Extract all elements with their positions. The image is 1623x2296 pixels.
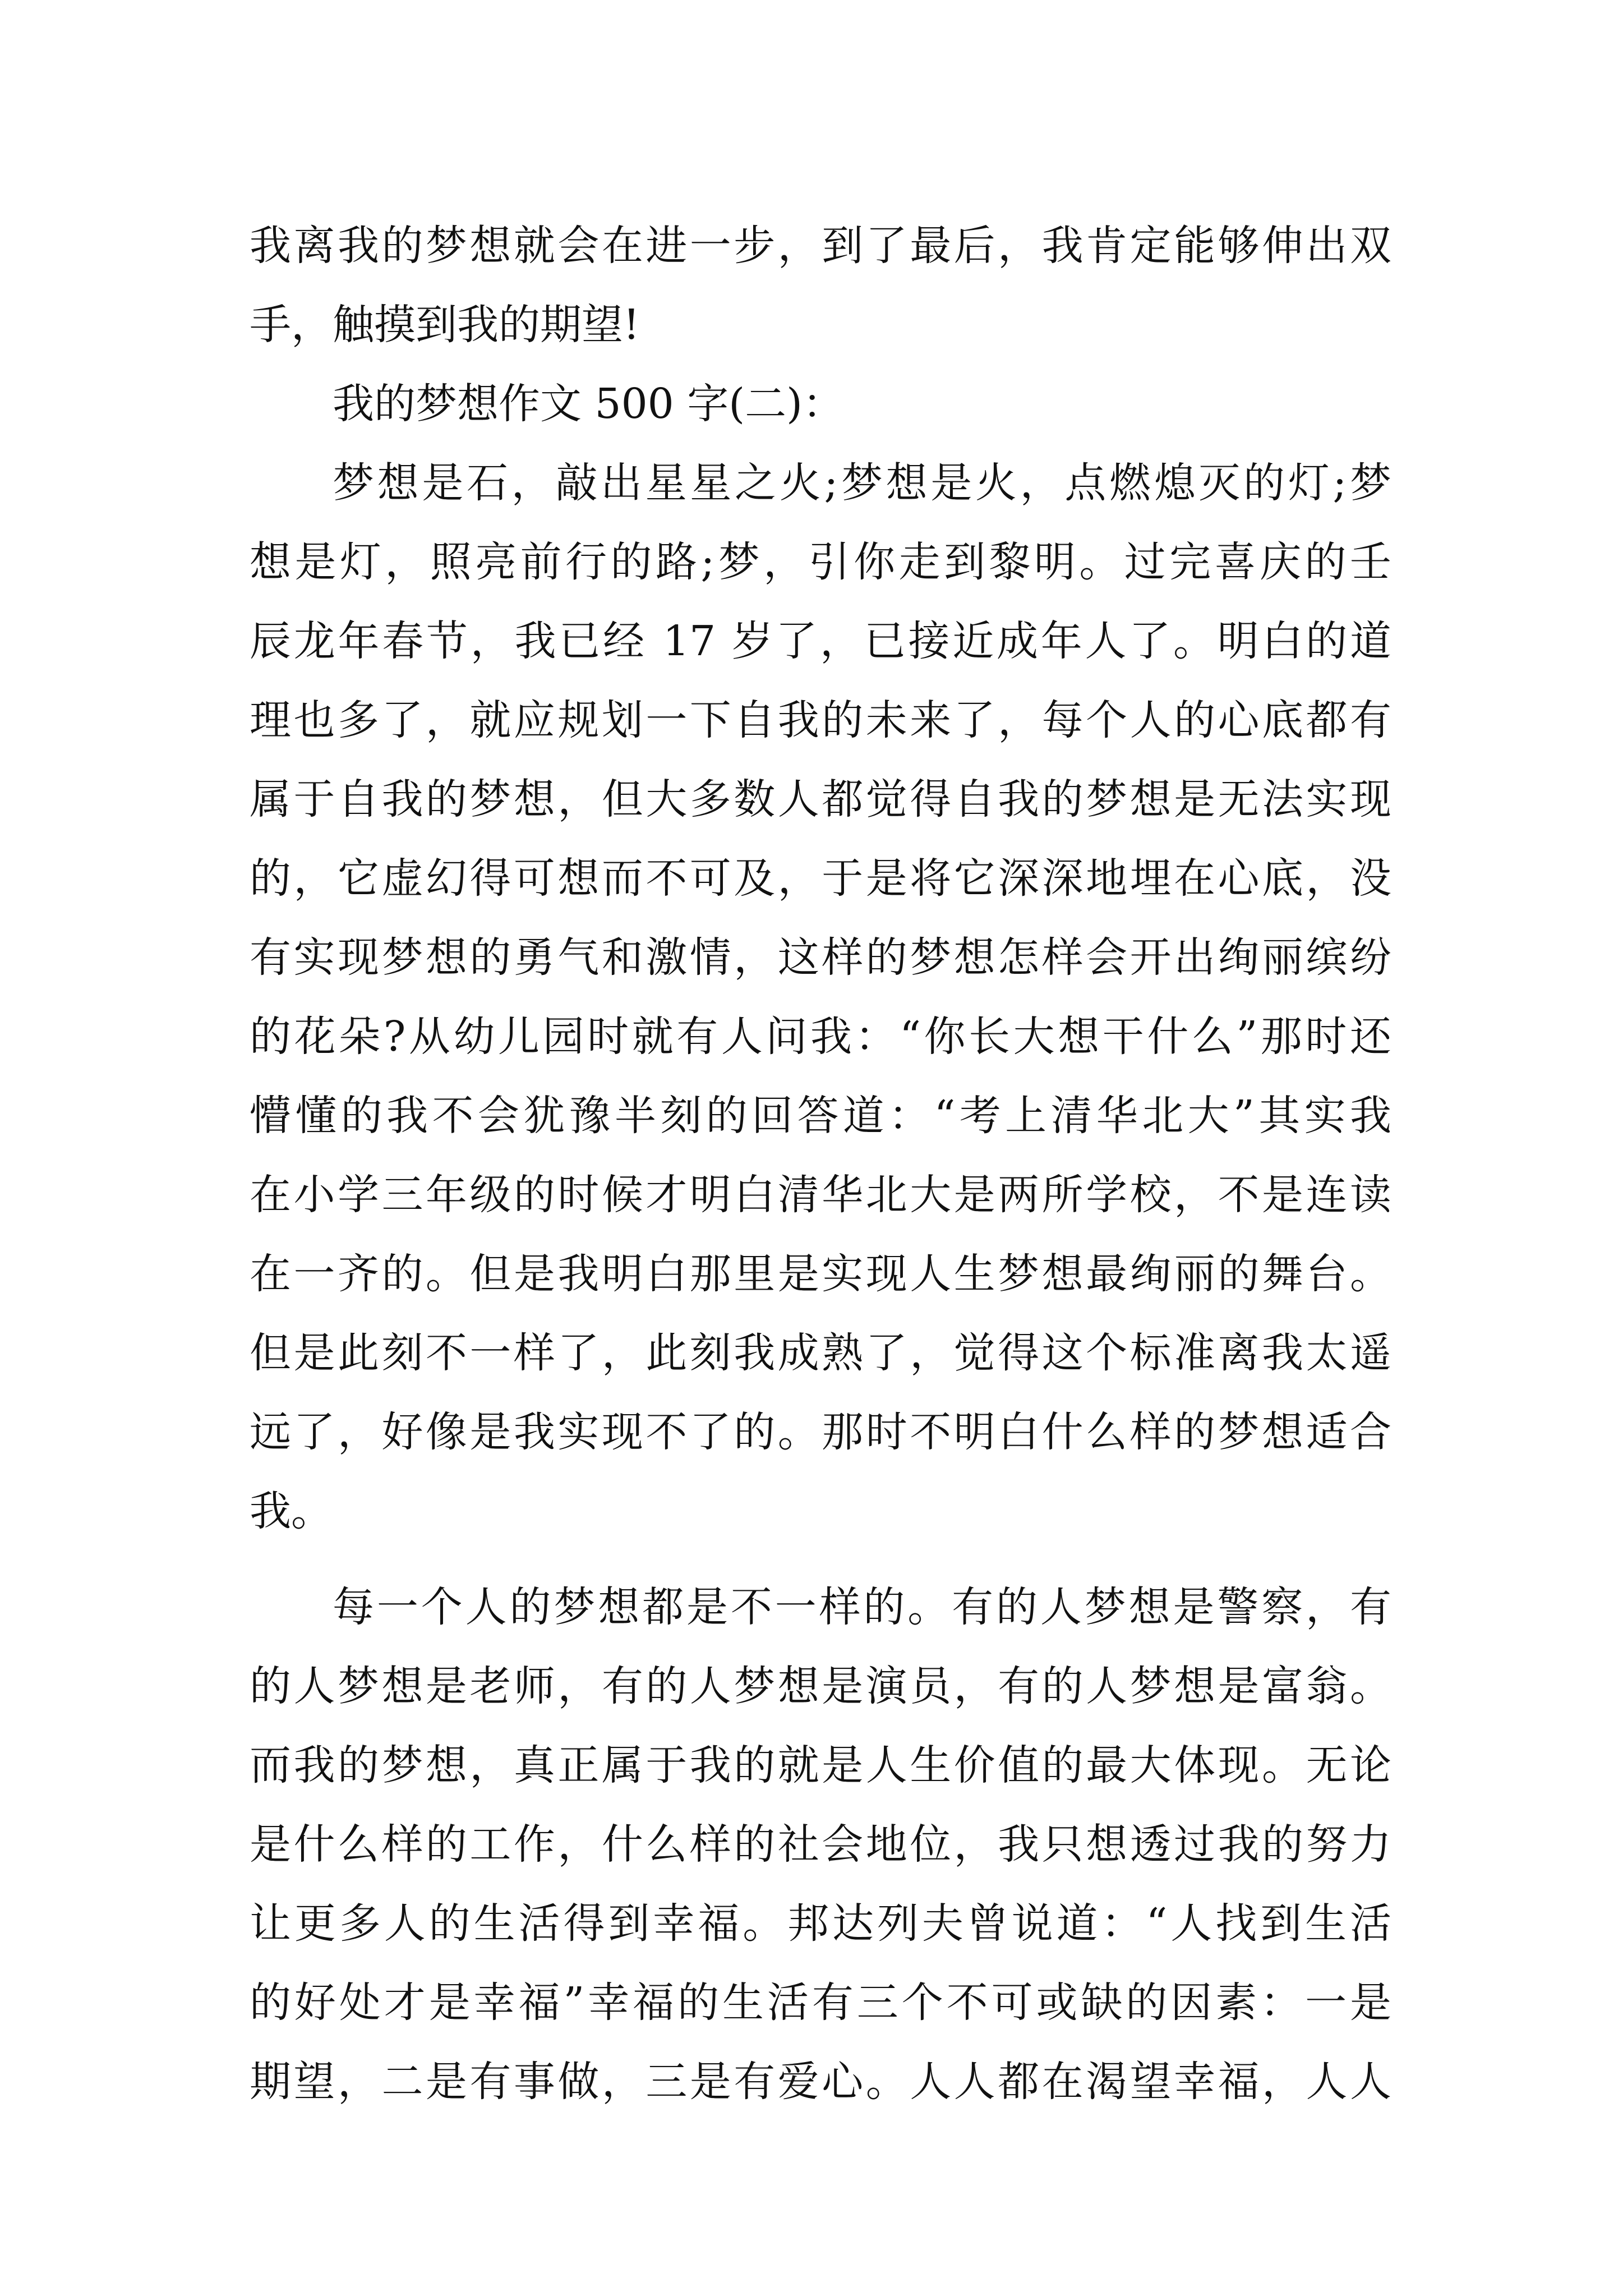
text-line: 让更多人的生活得到幸福。邦达列夫曾说道：“人找到生活 xyxy=(250,1899,1391,1948)
text-line: 手，触摸到我的期望! xyxy=(250,301,640,349)
text-line: 而我的梦想，真正属于我的就是人生价值的最大体现。无论 xyxy=(250,1741,1391,1789)
text-line: 每一个人的梦想都是不一样的。有的人梦想是警察，有 xyxy=(333,1583,1391,1631)
text-line: 远了，好像是我实现不了的。那时不明白什么样的梦想适合 xyxy=(250,1408,1391,1456)
text-line: 理也多了，就应规划一下自我的未来了，每个人的心底都有 xyxy=(250,696,1391,744)
paragraph-3 xyxy=(250,1568,1391,2122)
text-line: 的花朵?从幼儿园时就有人问我：“你长大想干什么”那时还 xyxy=(250,1013,1391,1061)
text-line: 但是此刻不一样了，此刻我成熟了，觉得这个标准离我太遥 xyxy=(250,1329,1391,1377)
text-line: 辰龙年春节，我已经 17 岁了，已接近成年人了。明白的道 xyxy=(250,617,1391,665)
paragraph-1 xyxy=(250,206,1391,365)
heading-line: 我的梦想作文 500 字(二)： xyxy=(333,380,845,428)
text-line: 我离我的梦想就会在进一步，到了最后，我肯定能够伸出双 xyxy=(250,222,1391,270)
text-line: 懵懂的我不会犹豫半刻的回答道：“考上清华北大”其实我 xyxy=(250,1092,1391,1140)
text-line: 的人梦想是老师，有的人梦想是演员，有的人梦想是富翁。 xyxy=(250,1662,1391,1710)
text-line: 期望，二是有事做，三是有爱心。人人都在渴望幸福，人人 xyxy=(250,2058,1391,2106)
paragraph-2 xyxy=(250,444,1391,1551)
text-line: 想是灯，照亮前行的路;梦，引你走到黎明。过完喜庆的壬 xyxy=(250,538,1391,586)
text-line: 有实现梦想的勇气和激情，这样的梦想怎样会开出绚丽缤纷 xyxy=(250,933,1391,982)
text-line: 是什么样的工作，什么样的社会地位，我只想透过我的努力 xyxy=(250,1820,1391,1869)
text-line: 我。 xyxy=(250,1487,333,1535)
text-line: 的，它虚幻得可想而不可及，于是将它深深地埋在心底，没 xyxy=(250,854,1391,903)
text-line: 属于自我的梦想，但大多数人都觉得自我的梦想是无法实现 xyxy=(250,775,1391,823)
paragraph-spacer xyxy=(250,1551,1391,1568)
text-line: 的好处才是幸福”幸福的生活有三个不可或缺的因素：一是 xyxy=(250,1978,1391,2027)
text-line: 在一齐的。但是我明白那里是实现人生梦想最绚丽的舞台。 xyxy=(250,1250,1391,1298)
document-body xyxy=(250,206,1391,2122)
text-line: 在小学三年级的时候才明白清华北大是两所学校，不是连读 xyxy=(250,1171,1391,1219)
section-heading xyxy=(250,365,1391,444)
text-line: 梦想是石，敲出星星之火;梦想是火，点燃熄灭的灯;梦 xyxy=(333,459,1391,507)
